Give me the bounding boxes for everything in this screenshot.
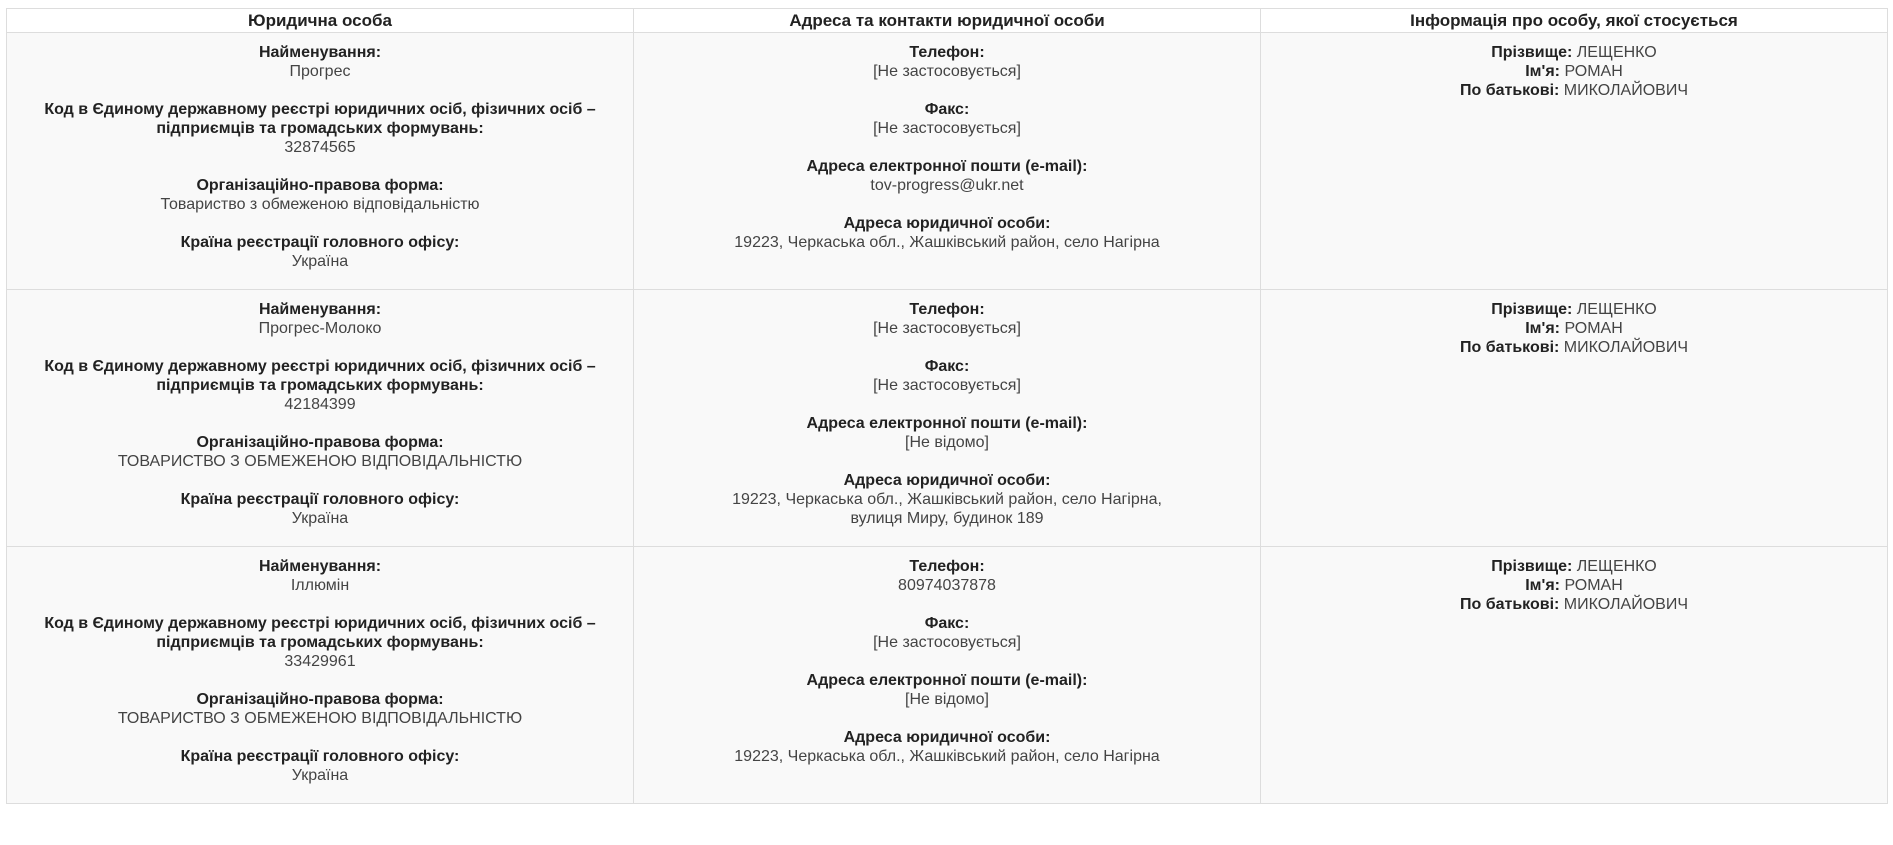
address-field — [646, 471, 1248, 528]
fax-label: Факс: — [924, 615, 970, 632]
entity-form-label: Організаційно-правова форма: — [196, 434, 444, 451]
fax-field — [646, 100, 1248, 138]
phone-value: [Не застосовується] — [873, 63, 1021, 80]
email-field — [646, 671, 1248, 709]
surname-value: ЛЕЩЕНКО — [1576, 44, 1657, 61]
address-label: Адреса юридичної особи: — [843, 215, 1051, 232]
table-row — [7, 33, 1888, 290]
fax-value: [Не застосовується] — [873, 634, 1021, 651]
surname-label: Прізвище: — [1491, 44, 1577, 61]
entity-code-label: Код в Єдиному державному реєстрі юридичних осіб, фізичних осіб – підприємців та громадських формувань: — [44, 615, 596, 651]
patronymic-value: МИКОЛАЙОВИЧ — [1563, 596, 1688, 613]
phone-field — [646, 43, 1248, 81]
given-name-label: Ім'я: — [1525, 577, 1565, 594]
given-name-line — [1273, 319, 1875, 338]
entity-code-field — [19, 100, 621, 157]
entity-country-label: Країна реєстрації головного офісу: — [180, 491, 460, 508]
entity-name-value: Іллюмін — [290, 577, 350, 594]
entity-code-label: Код в Єдиному державному реєстрі юридичних осіб, фізичних осіб – підприємців та громадських формувань: — [44, 101, 596, 137]
entity-form-value: Товариство з обмеженою відповідальністю — [160, 196, 480, 213]
entity-code-value: 42184399 — [284, 396, 356, 413]
email-field — [646, 157, 1248, 195]
given-name-value: РОМАН — [1564, 320, 1623, 337]
entity-name-label: Найменування: — [258, 558, 382, 575]
table-row — [7, 547, 1888, 804]
entity-country-value: Україна — [291, 510, 349, 527]
fax-value: [Не застосовується] — [873, 120, 1021, 137]
patronymic-label: По батькові: — [1460, 596, 1564, 613]
given-name-value: РОМАН — [1564, 577, 1623, 594]
patronymic-value: МИКОЛАЙОВИЧ — [1563, 339, 1688, 356]
address-field — [646, 214, 1248, 252]
entity-country-label: Країна реєстрації головного офісу: — [180, 234, 460, 251]
registry-table-wrapper — [6, 8, 1887, 804]
given-name-line — [1273, 62, 1875, 81]
entity-code-field — [19, 357, 621, 414]
patronymic-line — [1273, 81, 1875, 100]
entity-name-field — [19, 300, 621, 338]
email-value: tov-progress@ukr.net — [870, 177, 1024, 194]
entity-form-field — [19, 176, 621, 214]
phone-value: [Не застосовується] — [873, 320, 1021, 337]
fax-field — [646, 614, 1248, 652]
email-label: Адреса електронної пошти (e-mail): — [806, 672, 1088, 689]
patronymic-line — [1273, 338, 1875, 357]
surname-value: ЛЕЩЕНКО — [1576, 301, 1657, 318]
phone-label: Телефон: — [909, 44, 985, 61]
surname-line — [1273, 300, 1875, 319]
legal-entity-cell — [7, 547, 634, 804]
given-name-line — [1273, 576, 1875, 595]
entity-code-label: Код в Єдиному державному реєстрі юридичних осіб, фізичних осіб – підприємців та громадських формувань: — [44, 358, 596, 394]
surname-line — [1273, 43, 1875, 62]
email-label: Адреса електронної пошти (e-mail): — [806, 158, 1088, 175]
given-name-label: Ім'я: — [1525, 63, 1565, 80]
entity-code-value: 32874565 — [284, 139, 356, 156]
address-value: 19223, Черкаська обл., Жашківський район, село Нагірна — [734, 748, 1160, 765]
entity-code-field — [19, 614, 621, 671]
fax-label: Факс: — [924, 101, 970, 118]
surname-label: Прізвище: — [1491, 301, 1577, 318]
entity-name-label: Найменування: — [258, 44, 382, 61]
given-name-label: Ім'я: — [1525, 320, 1565, 337]
patronymic-line — [1273, 595, 1875, 614]
fax-field — [646, 357, 1248, 395]
person-cell — [1261, 33, 1888, 290]
contacts-cell — [634, 547, 1261, 804]
contacts-cell — [634, 33, 1261, 290]
entity-country-value: Україна — [291, 767, 349, 784]
patronymic-label: По батькові: — [1460, 82, 1564, 99]
legal-entity-cell — [7, 290, 634, 547]
phone-value: 80974037878 — [898, 577, 996, 594]
entity-country-value: Україна — [291, 253, 349, 270]
patronymic-label: По батькові: — [1460, 339, 1564, 356]
surname-value: ЛЕЩЕНКО — [1576, 558, 1657, 575]
entity-name-value: Прогрес-Молоко — [258, 320, 382, 337]
phone-field — [646, 300, 1248, 338]
address-label: Адреса юридичної особи: — [843, 472, 1051, 489]
entity-form-field — [19, 690, 621, 728]
email-field — [646, 414, 1248, 452]
address-field — [646, 728, 1248, 766]
table-row — [7, 290, 1888, 547]
address-label: Адреса юридичної особи: — [843, 729, 1051, 746]
header-related-person: Інформація про особу, якої стосується — [1261, 9, 1888, 33]
patronymic-value: МИКОЛАЙОВИЧ — [1563, 82, 1688, 99]
phone-label: Телефон: — [909, 301, 985, 318]
entity-form-field — [19, 433, 621, 471]
phone-field — [646, 557, 1248, 595]
address-value: 19223, Черкаська обл., Жашківський район, село Нагірна, вулиця Миру, будинок 189 — [732, 491, 1162, 527]
person-cell — [1261, 547, 1888, 804]
surname-line — [1273, 557, 1875, 576]
contacts-cell — [634, 290, 1261, 547]
entity-form-label: Організаційно-правова форма: — [196, 177, 444, 194]
legal-entity-cell — [7, 33, 634, 290]
email-value: [Не відомо] — [905, 434, 989, 451]
phone-label: Телефон: — [909, 558, 985, 575]
entity-form-value: ТОВАРИСТВО З ОБМЕЖЕНОЮ ВІДПОВІДАЛЬНІСТЮ — [117, 710, 523, 727]
entity-country-field — [19, 490, 621, 528]
header-legal-entity: Юридична особа — [7, 9, 634, 33]
surname-label: Прізвище: — [1491, 558, 1577, 575]
address-value: 19223, Черкаська обл., Жашківський район, село Нагірна — [734, 234, 1160, 251]
entity-name-value: Прогрес — [289, 63, 351, 80]
registry-table — [6, 8, 1888, 804]
entity-country-field — [19, 233, 621, 271]
entity-name-label: Найменування: — [258, 301, 382, 318]
fax-value: [Не застосовується] — [873, 377, 1021, 394]
fax-label: Факс: — [924, 358, 970, 375]
given-name-value: РОМАН — [1564, 63, 1623, 80]
email-label: Адреса електронної пошти (e-mail): — [806, 415, 1088, 432]
email-value: [Не відомо] — [905, 691, 989, 708]
entity-country-label: Країна реєстрації головного офісу: — [180, 748, 460, 765]
person-cell — [1261, 290, 1888, 547]
entity-form-label: Організаційно-правова форма: — [196, 691, 444, 708]
table-header-row — [7, 9, 1888, 33]
entity-code-value: 33429961 — [284, 653, 356, 670]
entity-name-field — [19, 43, 621, 81]
entity-name-field — [19, 557, 621, 595]
header-address-contacts: Адреса та контакти юридичної особи — [634, 9, 1261, 33]
entity-form-value: ТОВАРИСТВО З ОБМЕЖЕНОЮ ВІДПОВІДАЛЬНІСТЮ — [117, 453, 523, 470]
entity-country-field — [19, 747, 621, 785]
